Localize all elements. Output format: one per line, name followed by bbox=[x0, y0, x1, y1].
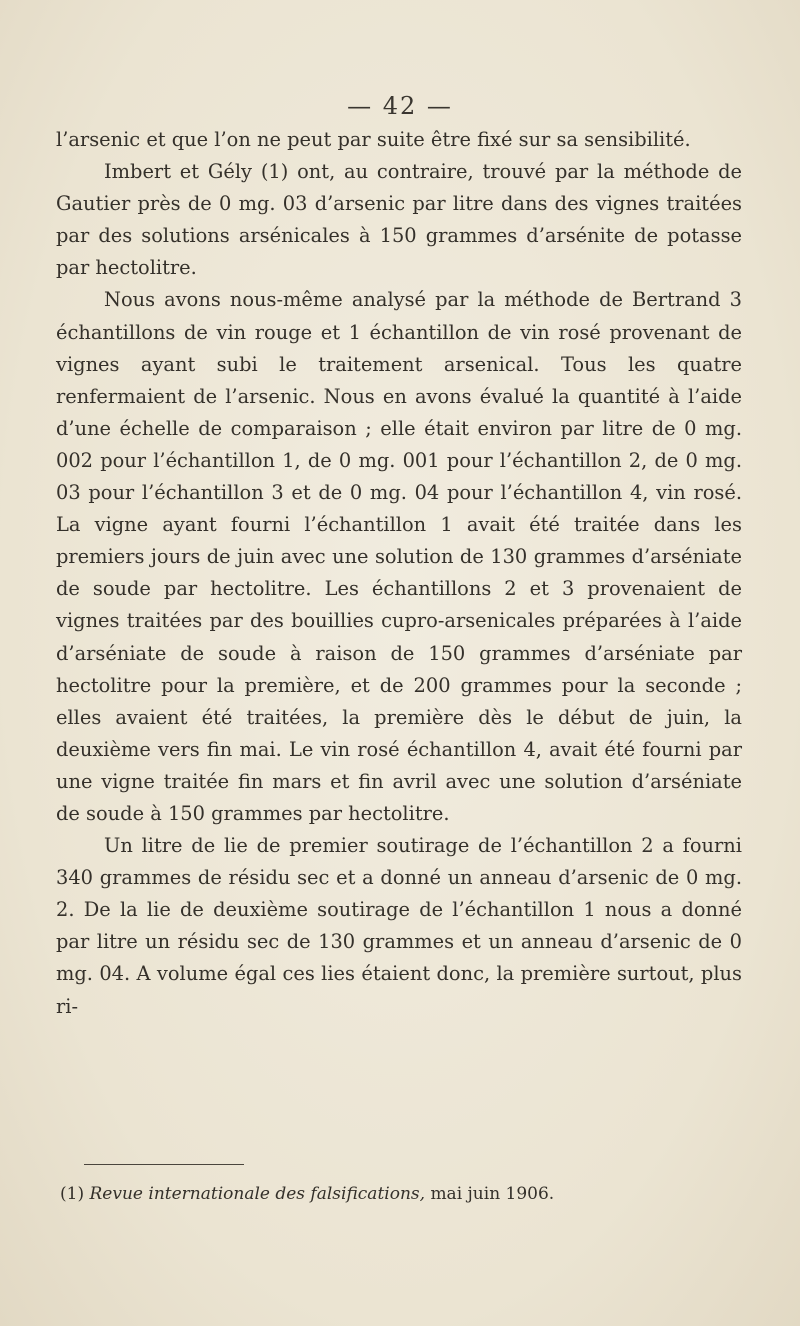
footnote-marker: (1) bbox=[60, 1184, 85, 1204]
paragraph-analysis: Nous avons nous-même analysé par la méthode de Bertrand 3 échantillons de vin rouge et 1 échantillon de vin rosé provenant de vignes ayant subi le traitement arsenical. Tous les quatre renfermaient de l’arsenic. Nous en avons évalué la quantité à l’aide d’une échelle de comparaison ; elle était environ par litre de 0 mg. 002 pour l’échantillon 1, de 0 mg. 001 pour l’échantillon 2, de 0 mg. 03 pour l’échantillon 3 et de 0 mg. 04 pour l’échantillon 4, vin rosé. La vigne ayant fourni l’échantillon 1 avait été traitée dans les premiers jours de juin avec une solution de 130 grammes d’arséniate de soude par hectolitre. Les échantillons 2 et 3 provenaient de vignes traitées par des bouillies cupro-arsenicales préparées à l’aide d’arséniate de soude à raison de 150 grammes d’arséniate par hectolitre pour la première, et de 200 grammes pour la seconde ; elles avaient été traitées, la première dès le début de juin, la deuxième vers fin mai. Le vin rosé échantillon 4, avait été fourni par une vigne traitée fin mars et fin avril avec une solution d’arséniate de soude à 150 grammes par hectolitre. bbox=[56, 288, 742, 825]
body-text bbox=[56, 124, 742, 1023]
footnote-divider bbox=[84, 1164, 244, 1165]
footnote-source: Revue internationale des falsifications, bbox=[89, 1184, 426, 1204]
paragraph-continuation: l’arsenic et que l’on ne peut par suite être fixé sur sa sensibilité. bbox=[56, 128, 691, 151]
paragraph-lie: Un litre de lie de premier soutirage de l’échantillon 2 a fourni 340 grammes de résidu sec et a donné un anneau d’arsenic de 0 mg. 2. De la lie de deuxième soutirage de l’échantillon 1 nous a donné par litre un résidu sec de 130 grammes et un anneau d’arsenic de 0 mg. 04. A volume égal ces lies étaient donc, la première surtout, plus ri- bbox=[56, 834, 742, 1018]
page-number: — 42 — bbox=[347, 92, 453, 120]
paragraph-imbert-gely: Imbert et Gély (1) ont, au contraire, trouvé par la méthode de Gautier près de 0 mg. 03 d’arsenic par litre dans des vignes traitées par des solutions arsénicales à 150 grammes d’arsénite de potasse par hectolitre. bbox=[56, 160, 742, 280]
footnote-date: mai juin 1906. bbox=[430, 1184, 555, 1204]
footnote bbox=[60, 1182, 740, 1206]
